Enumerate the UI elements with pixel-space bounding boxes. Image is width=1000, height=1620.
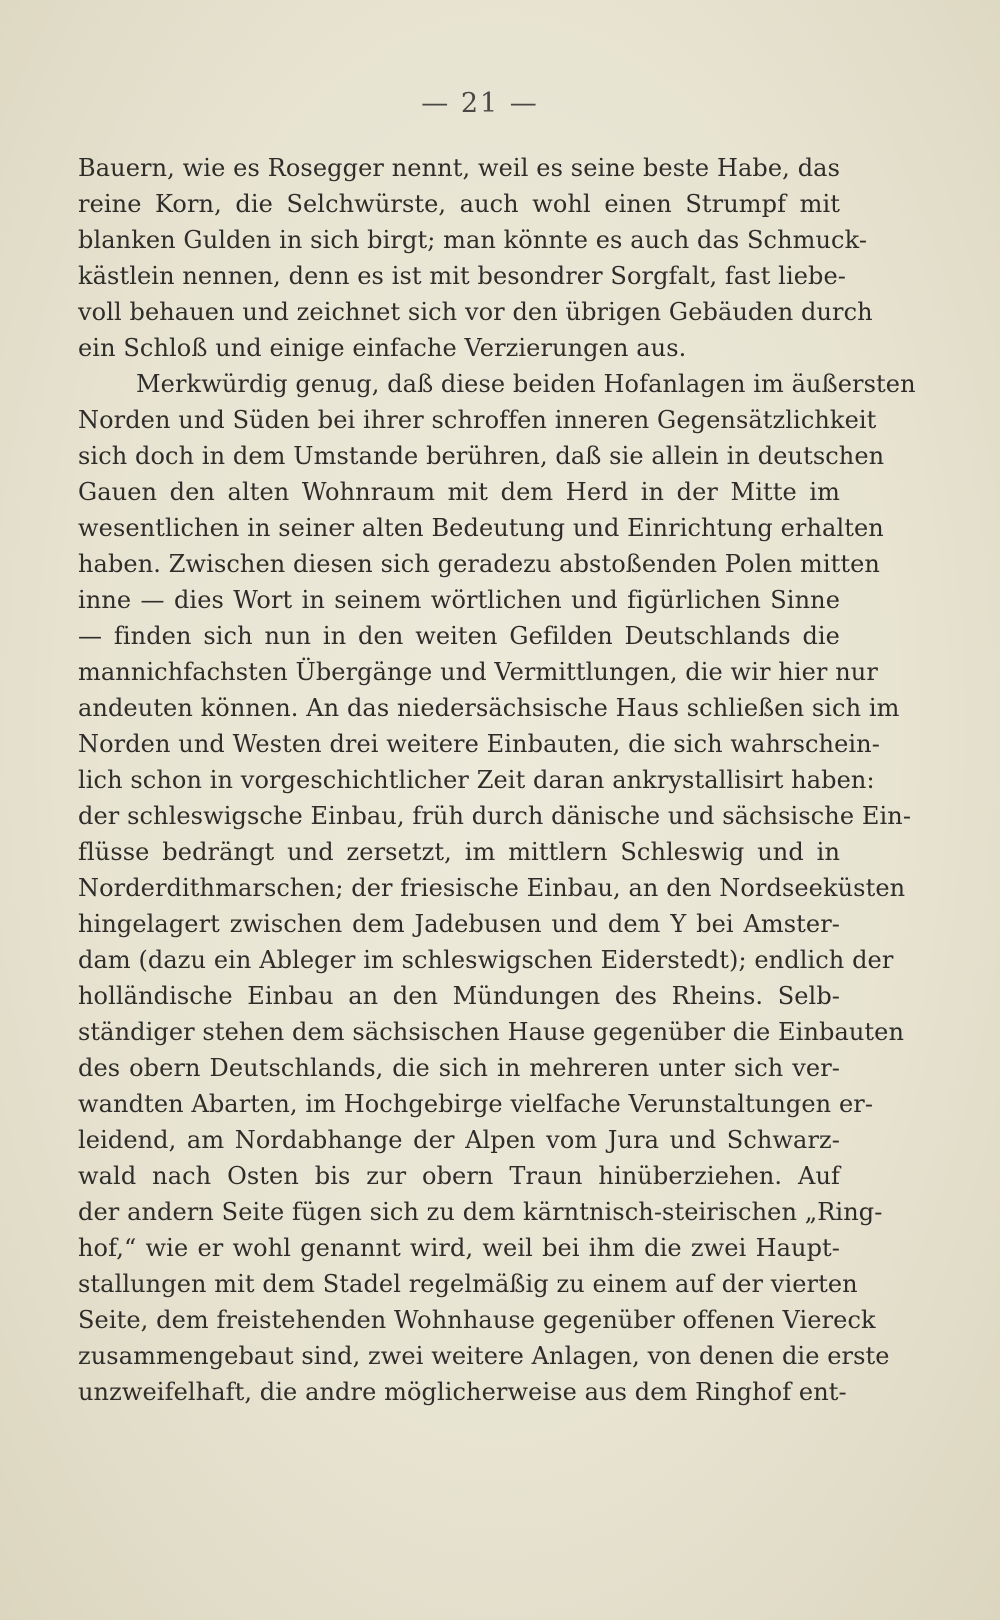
text-line: Norderdithmarschen; der friesische Einbau, an den Nordseeküsten [78,874,906,902]
text-line: wandten Abarten, im Hochgebirge vielfache Verunstaltungen er- [78,1090,874,1118]
text-line: der andern Seite fügen sich zu dem kärntnisch-steirischen „Ring- [78,1198,883,1226]
text-line: leidend, am Nordabhange der Alpen vom Jura und Schwarz- [78,1126,840,1154]
text-line: des obern Deutschlands, die sich in mehreren unter sich ver- [78,1054,840,1082]
text-line: der schleswigsche Einbau, früh durch dänische und sächsische Ein- [78,802,912,830]
text-line: mannichfachsten Übergänge und Vermittlungen, die wir hier nur [78,658,878,686]
text-line: ein Schloß und einige einfache Verzierungen aus. [78,334,687,362]
text-line: Bauern, wie es Rosegger nennt, weil es seine beste Habe, das [78,154,840,182]
body-text [78,150,916,1410]
text-line: wald nach Osten bis zur obern Traun hinüberziehen. Auf [78,1162,840,1190]
text-line: haben. Zwischen diesen sich geradezu abstoßenden Polen mitten [78,550,880,578]
text-line: Norden und Westen drei weitere Einbauten, die sich wahrschein- [78,730,880,758]
text-line: sich doch in dem Umstande berühren, daß sie allein in deutschen [78,442,885,470]
text-line: andeuten können. An das niedersächsische Haus schließen sich im [78,694,900,722]
text-line: kästlein nennen, denn es ist mit besondrer Sorgfalt, fast liebe- [78,262,847,290]
text-line: lich schon in vorgeschichtlicher Zeit daran ankrystallisirt haben: [78,766,875,794]
text-line: unzweifelhaft, die andre möglicherweise aus dem Ringhof ent- [78,1378,847,1406]
text-line: Gauen den alten Wohnraum mit dem Herd in der Mitte im [78,478,840,506]
text-line: dam (dazu ein Ableger im schleswigschen Eiderstedt); endlich der [78,946,894,974]
text-line: voll behauen und zeichnet sich vor den übrigen Gebäuden durch [78,298,873,326]
text-line: holländische Einbau an den Mündungen des Rheins. Selb- [78,982,840,1010]
text-line: hof,“ wie er wohl genannt wird, weil bei ihm die zwei Haupt- [78,1234,840,1262]
paragraph-start-line: Merkwürdig genug, daß diese beiden Hofanlagen im äußersten [136,370,916,398]
text-line: zusammengebaut sind, zwei weitere Anlagen, von denen die erste [78,1342,890,1370]
text-line: ständiger stehen dem sächsischen Hause gegenüber die Einbauten [78,1018,905,1046]
text-line: hingelagert zwischen dem Jadebusen und dem Y bei Amster- [78,910,840,938]
text-line: wesentlichen in seiner alten Bedeutung und Einrichtung erhalten [78,514,884,542]
text-line: Norden und Süden bei ihrer schroffen inneren Gegensätzlichkeit [78,406,877,434]
text-line: reine Korn, die Selchwürste, auch wohl einen Strumpf mit [78,190,840,218]
text-line: flüsse bedrängt und zersetzt, im mittlern Schleswig und in [78,838,840,866]
text-line: Seite, dem freistehenden Wohnhause gegenüber offenen Viereck [78,1306,876,1334]
text-line: — finden sich nun in den weiten Gefilden Deutschlands die [78,622,840,650]
text-line: stallungen mit dem Stadel regelmäßig zu einem auf der vierten [78,1270,858,1298]
text-line: blanken Gulden in sich birgt; man könnte es auch das Schmuck- [78,226,868,254]
page-number: — 21 — [421,88,539,119]
text-line: inne — dies Wort in seinem wörtlichen und figürlichen Sinne [78,586,840,614]
